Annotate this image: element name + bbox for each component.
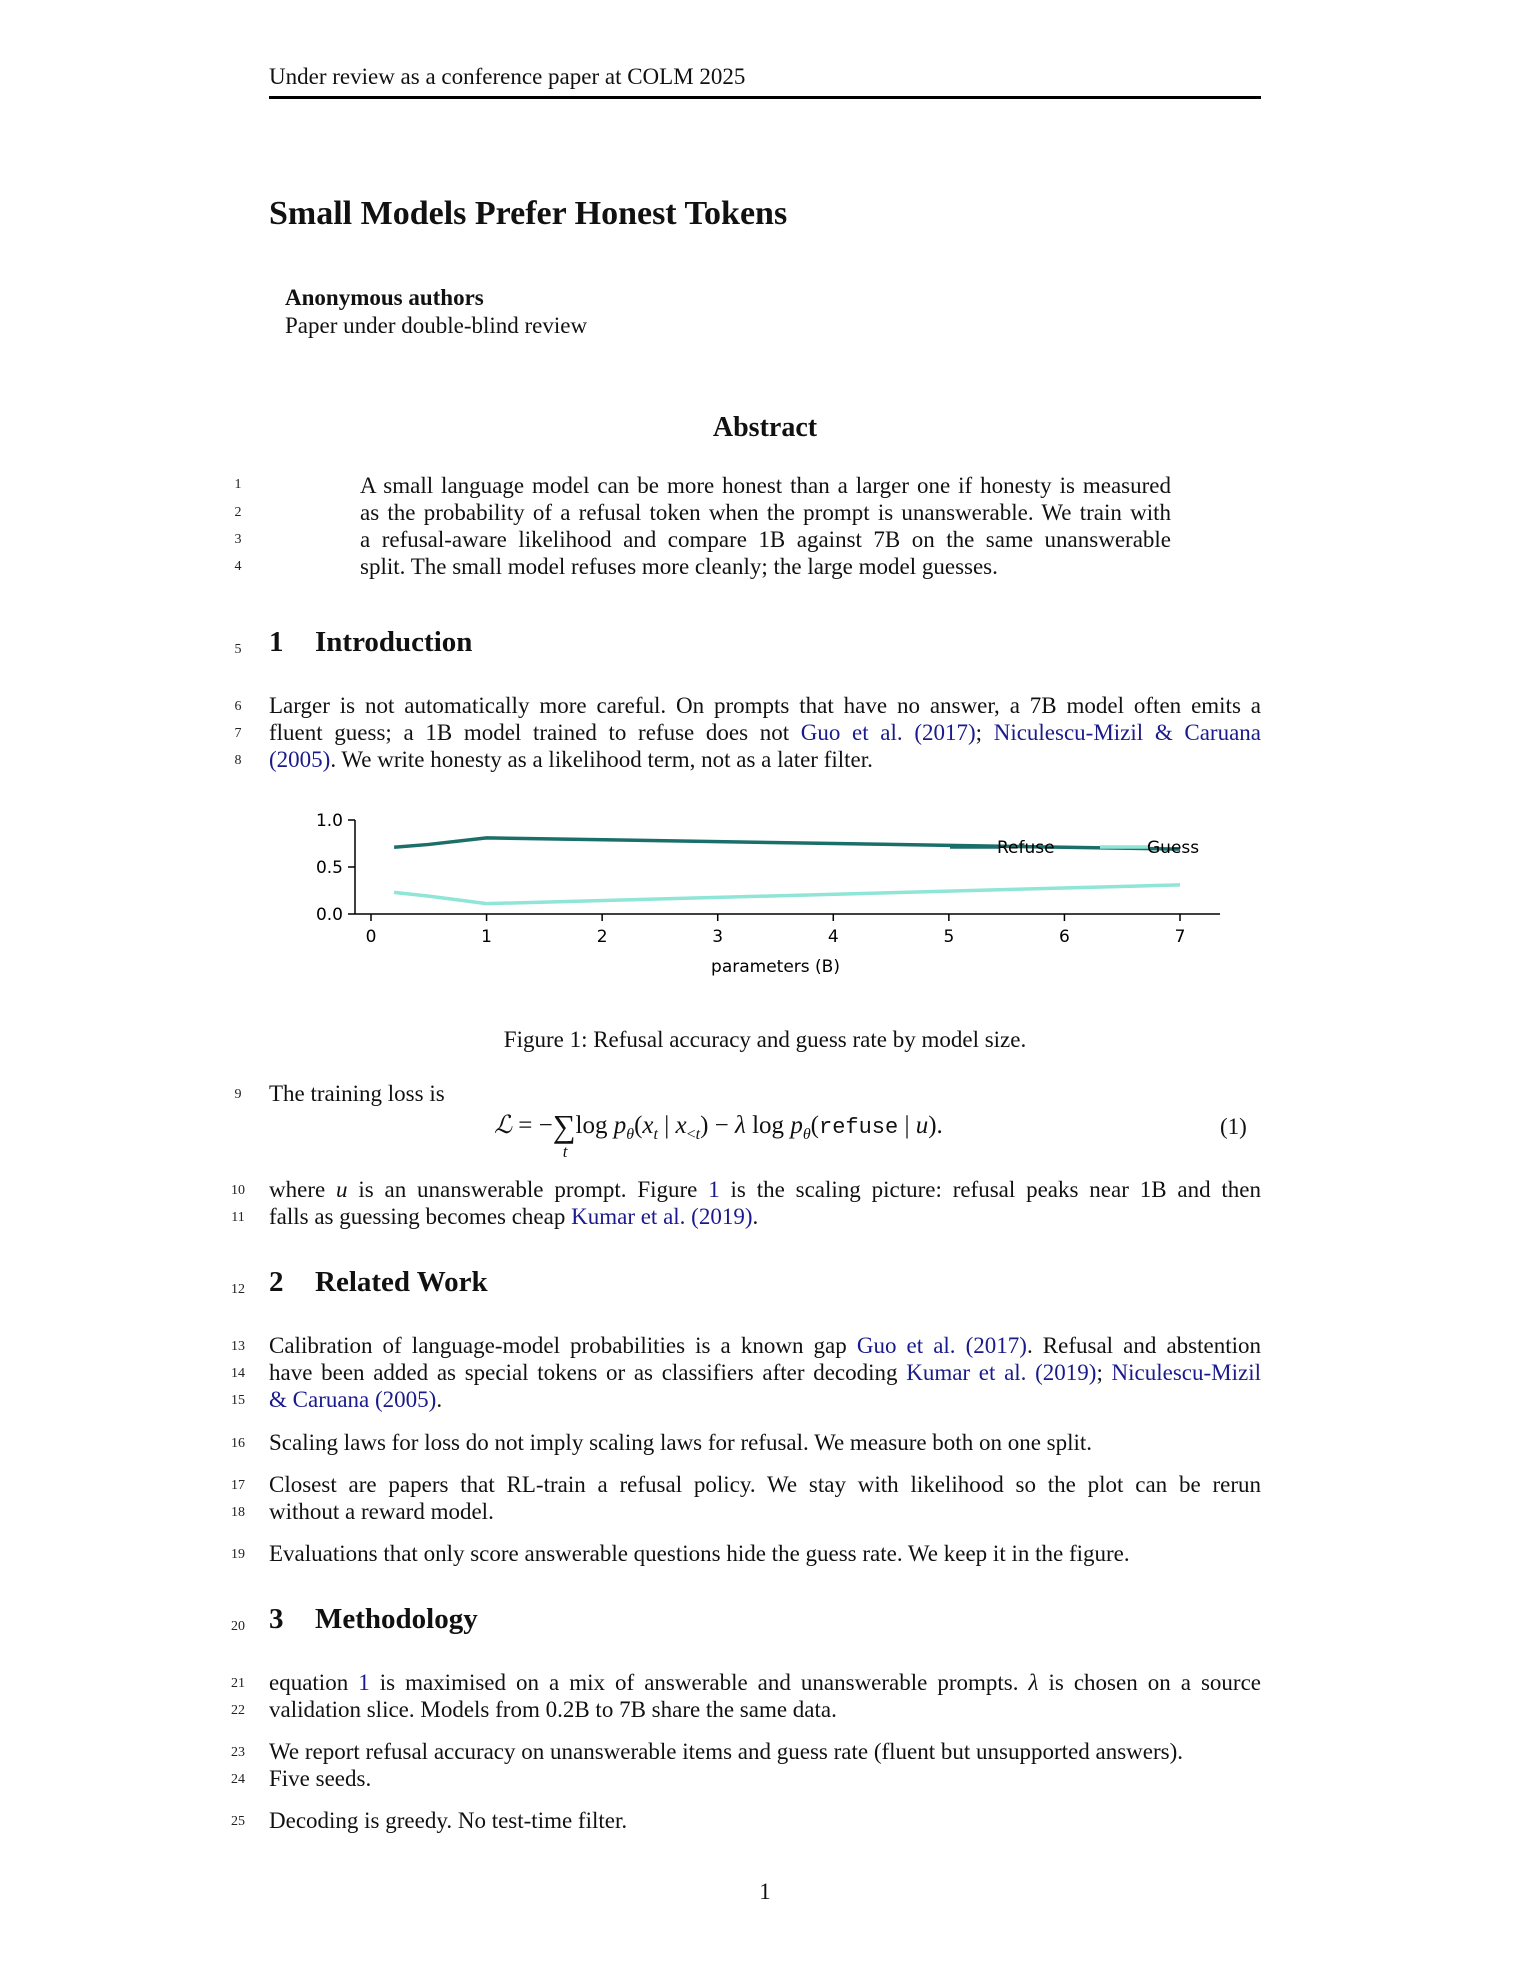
intro-line bbox=[269, 746, 1261, 773]
refuse-token: refuse bbox=[819, 1115, 899, 1140]
legend-label-refuse: Refuse bbox=[997, 838, 1055, 858]
related-line: Evaluations that only score answerable questions hide the guess rate. We keep it in the figure. bbox=[269, 1541, 1130, 1566]
method-line bbox=[269, 1669, 1261, 1696]
citation-link[interactable] bbox=[269, 747, 330, 772]
section-title: Introduction bbox=[315, 626, 473, 658]
line-number: 20 bbox=[231, 1619, 245, 1634]
post-equation-line bbox=[269, 1203, 1261, 1230]
line-number: 15 bbox=[231, 1393, 245, 1408]
figure-caption: Figure 1: Refusal accuracy and guess rate by model size. bbox=[503, 1027, 1027, 1052]
x-tick-label: 2 bbox=[596, 927, 608, 947]
line-number: 8 bbox=[234, 753, 242, 768]
line-number: 14 bbox=[231, 1366, 245, 1381]
line-number: 5 bbox=[234, 642, 242, 657]
text: is an unanswerable prompt. Figure bbox=[347, 1177, 709, 1202]
equation-ref-link[interactable]: 1 bbox=[358, 1670, 370, 1695]
line-number: 3 bbox=[234, 532, 242, 547]
section-heading-related-work bbox=[269, 1266, 488, 1299]
intro-line bbox=[269, 719, 1261, 746]
text: have been added as special tokens or as classifiers after decoding bbox=[269, 1360, 907, 1385]
text: fluent guess; a 1B model trained to refuse does not bbox=[269, 720, 801, 745]
abstract-line: split. The small model refuses more cleanly; the large model guesses. bbox=[360, 554, 998, 579]
method-line: Five seeds. bbox=[269, 1766, 372, 1791]
text: ; bbox=[1096, 1360, 1112, 1385]
author-name: Anonymous authors bbox=[285, 285, 484, 310]
text: falls as guessing becomes cheap bbox=[269, 1204, 572, 1229]
section-number: 1 bbox=[269, 626, 284, 658]
legend-label-guess: Guess bbox=[1147, 838, 1200, 858]
intro-line: Larger is not automatically more careful. On prompts that have no answer, a 7B model often emits a bbox=[269, 693, 1261, 718]
x-tick-label: 4 bbox=[827, 927, 839, 947]
x-tick-label: 7 bbox=[1174, 927, 1186, 947]
equation-1: ℒ = −∑ t $\log p_\theta(x_t$ | $x_{<t}) - \lambda$ $\log p_\theta(refuse$ | u). bbox=[494, 1108, 943, 1161]
text: is chosen on a source bbox=[1038, 1670, 1261, 1695]
citation-link[interactable]: & Caruana (2005) bbox=[269, 1387, 437, 1412]
line-number: 2 bbox=[234, 505, 242, 520]
method-line: We report refusal accuracy on unanswerable items and guess rate (fluent but unsupported answers). bbox=[269, 1739, 1183, 1764]
x-tick-label: 3 bbox=[712, 927, 724, 947]
related-line: Closest are papers that RL-train a refusal policy. We stay with likelihood so the plot can be rerun bbox=[269, 1472, 1261, 1497]
x-axis-label: parameters (B) bbox=[711, 957, 840, 977]
abstract-line: A small language model can be more honest than a larger one if honesty is measured bbox=[360, 473, 1171, 498]
author-affiliation: Paper under double-blind review bbox=[285, 313, 588, 338]
citation-link[interactable]: Niculescu-Mizil bbox=[1111, 1360, 1261, 1385]
line-number: 25 bbox=[231, 1814, 245, 1829]
section-heading-introduction bbox=[269, 626, 472, 659]
citation-link[interactable]: Kumar et al. (2019) bbox=[906, 1360, 1097, 1385]
line-number: 23 bbox=[231, 1745, 245, 1760]
running-header: Under review as a conference paper at COLM 2025 bbox=[269, 64, 746, 89]
method-line: Decoding is greedy. No test-time filter. bbox=[269, 1808, 628, 1833]
citation-link[interactable]: Guo et al. (2017) bbox=[856, 1333, 1027, 1358]
line-number: 16 bbox=[231, 1436, 245, 1451]
related-line bbox=[269, 1386, 1261, 1413]
text: equation bbox=[269, 1670, 359, 1695]
x-tick-label: 5 bbox=[943, 927, 955, 947]
related-line: without a reward model. bbox=[269, 1499, 494, 1524]
x-tick-label: 0 bbox=[365, 927, 377, 947]
line-number: 24 bbox=[231, 1772, 245, 1787]
section-number: 3 bbox=[269, 1603, 284, 1635]
figure-ref-link[interactable]: 1 bbox=[708, 1177, 720, 1202]
line-number: 7 bbox=[234, 726, 242, 741]
x-tick-label: 6 bbox=[1059, 927, 1070, 947]
line-number: 9 bbox=[234, 1087, 242, 1102]
line-number: 17 bbox=[231, 1478, 245, 1493]
text: ( bbox=[269, 747, 277, 772]
variable-u: u bbox=[336, 1177, 348, 1202]
lambda-symbol: λ bbox=[1028, 1670, 1039, 1695]
y-tick-label: 0.0 bbox=[315, 905, 343, 925]
paper-title: Small Models Prefer Honest Tokens bbox=[269, 195, 788, 232]
line-number: 1 bbox=[234, 477, 242, 492]
section-title: Related Work bbox=[315, 1266, 488, 1298]
line-number: 6 bbox=[234, 699, 242, 714]
series-line-guess bbox=[394, 885, 1180, 904]
figure-chart bbox=[290, 800, 1230, 990]
y-tick-label: 0.5 bbox=[315, 858, 343, 878]
section-heading-methodology bbox=[269, 1603, 478, 1636]
text: ) bbox=[322, 747, 331, 772]
line-number: 11 bbox=[231, 1210, 245, 1225]
abstract-heading: Abstract bbox=[712, 412, 818, 443]
series-line-refuse bbox=[394, 838, 1180, 849]
text: . bbox=[752, 1204, 759, 1229]
line-number: 22 bbox=[231, 1703, 245, 1718]
header-rule bbox=[269, 96, 1261, 99]
line-number: 18 bbox=[231, 1505, 245, 1520]
section-number: 2 bbox=[269, 1266, 284, 1298]
section-title: Methodology bbox=[315, 1603, 478, 1635]
text: ; bbox=[975, 720, 994, 745]
equation-intro: The training loss is bbox=[269, 1081, 445, 1106]
citation-link[interactable]: Guo et al. (2017) bbox=[800, 720, 976, 745]
related-line bbox=[269, 1359, 1261, 1386]
text: is the scaling picture: refusal peaks near 1B and then bbox=[719, 1177, 1261, 1202]
text: . bbox=[436, 1387, 443, 1412]
line-number: 10 bbox=[231, 1183, 245, 1198]
text: . Refusal and abstention bbox=[1026, 1333, 1261, 1358]
text: is maximised on a mix of answerable and unanswerable prompts. bbox=[369, 1670, 1029, 1695]
citation-link[interactable]: Kumar et al. (2019) bbox=[571, 1204, 753, 1229]
line-number: 19 bbox=[231, 1547, 245, 1562]
x-tick-label: 1 bbox=[481, 927, 492, 947]
text: . We write honesty as a likelihood term, not as a later filter. bbox=[330, 747, 873, 772]
page-number: 1 bbox=[759, 1879, 771, 1904]
equation-number: (1) bbox=[1220, 1114, 1247, 1139]
abstract-line: as the probability of a refusal token when the prompt is unanswerable. We train with bbox=[360, 500, 1171, 525]
line-number: 12 bbox=[231, 1282, 245, 1297]
text: 2005 bbox=[276, 747, 323, 772]
related-line: Scaling laws for loss do not imply scaling laws for refusal. We measure both on one split. bbox=[269, 1430, 1093, 1455]
method-line: validation slice. Models from 0.2B to 7B share the same data. bbox=[269, 1697, 837, 1722]
y-tick-label: 1.0 bbox=[315, 811, 343, 831]
line-number: 13 bbox=[231, 1339, 245, 1354]
line-number: 4 bbox=[234, 559, 242, 574]
line-number: 21 bbox=[231, 1676, 245, 1691]
text: where bbox=[269, 1177, 337, 1202]
post-equation-line bbox=[269, 1176, 1261, 1203]
abstract-line: a refusal-aware likelihood and compare 1B against 7B on the same unanswerable bbox=[360, 527, 1171, 552]
text: Calibration of language-model probabilities is a known gap bbox=[269, 1333, 857, 1358]
related-line bbox=[269, 1332, 1261, 1359]
citation-link[interactable]: Niculescu-Mizil & Caruana bbox=[993, 720, 1261, 745]
